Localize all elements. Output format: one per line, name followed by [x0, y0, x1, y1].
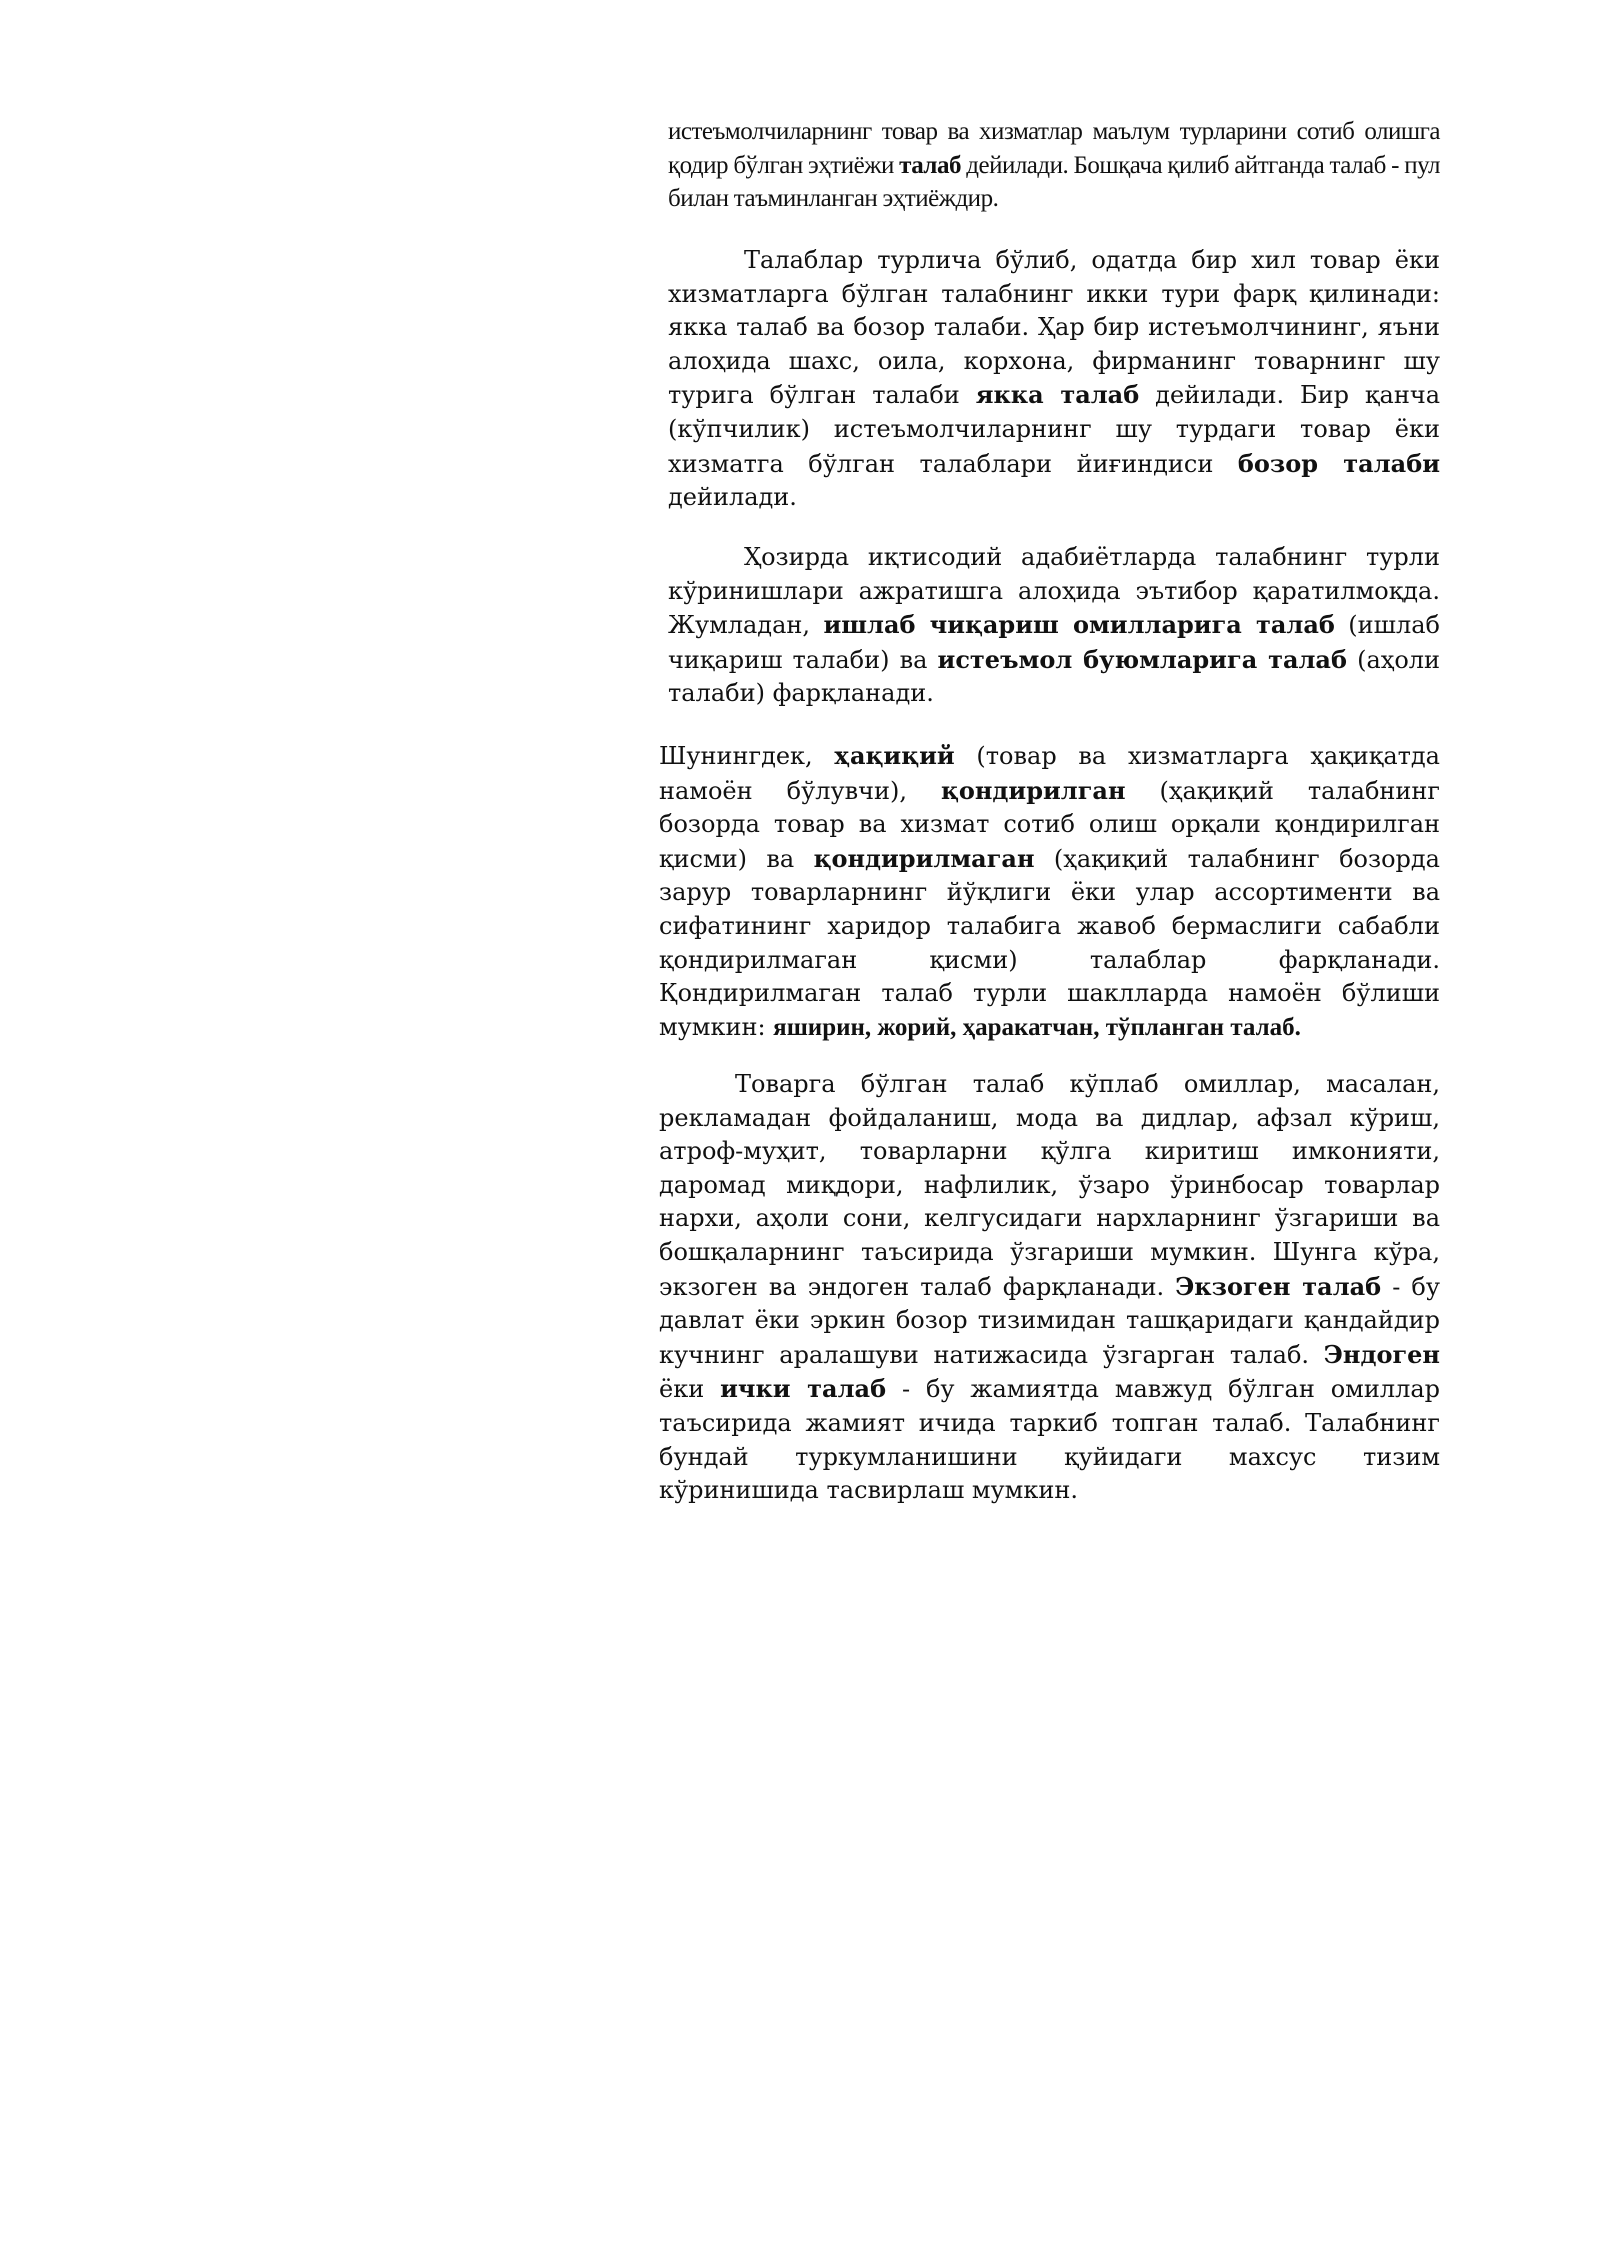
text-run: дейилади. Бир қанча (кўпчилик) истеъмолчиларнинг шу турдаги товар ёки хизматга бўлган талаблари йиғиндиси: [668, 381, 1441, 478]
bold-term-consumer-goods-demand: истеъмол буюмларига талаб: [937, 644, 1347, 674]
text-run: - бу жамиятда мавжуд бўлган омиллар таъсирида жамият ичида таркиб топган талаб. Талабнинг бундай туркумланишини қуйидаги махсус тизим кўринишида тасвирлаш мумкин.: [659, 1375, 1441, 1505]
text-run: (ҳақиқий талабнинг бозорда зарур товарларнинг йўқлиги ёки улар ассортименти ва сифатининг харидор талабига жавоб бермаслиги сабабли қондирилмаган қисми) талаблар фарқланади. Қондирилмаган талаб турли шаклларда намоён бўлиши мумкин:: [659, 844, 1440, 1041]
text-run: дейилади.: [668, 483, 797, 512]
paragraph-satisfied-demand: [659, 739, 1440, 1044]
bold-term-factor-demand: ишлаб чиқариш омилларига талаб: [823, 610, 1335, 640]
text-run: - бу давлат ёки эркин бозор тизимидан ташқаридаги қандайдир кучнинг аралашуви натижасида ўзгарган талаб.: [659, 1272, 1440, 1369]
text-run: (ҳақиқий талабнинг бозорда товар ва хизмат сотиб олиш орқали қондирилган қисми) ва: [659, 776, 1440, 873]
text-run: дейилади. Бошқача қилиб айтганда талаб - пул билан таъминланган эҳтиёждир.: [668, 151, 1440, 213]
bold-term-market-demand: бозор талаби: [1237, 448, 1441, 478]
text-run: Талаблар турлича бўлиб, одатда бир хил товар ёки хизматларга бўлган талабнинг икки тури фарқ қилинади: якка талаб ва бозор талаби. Ҳар бир истеъмолчининг, яъни алоҳида шахс, оила, корхона, фирманинг товарнинг шу турига бўлган талаби: [668, 246, 1440, 410]
bold-term-actual: ҳақиқий: [834, 741, 955, 770]
text-run: ёки: [659, 1375, 721, 1404]
text-run: Товарга бўлган талаб кўплаб омиллар, масалан, рекламадан фойдаланиш, мода ва дидлар, афзал кўриш, атроф-муҳит, товарларни қўлга киритиш имконияти, даромад миқдори, нафлилик, ўзаро ўринбосар товарлар нархи, аҳоли сони, келгусидаги нархларнинг ўзгариши ва бошқаларнинг таъсирида ўзгариши мумкин. Шунга кўра, экзоген ва эндоген талаб фарқланади.: [659, 1070, 1440, 1301]
paragraph-individual-market-demand: [668, 244, 1440, 515]
bold-term-endogenous: Эндоген: [1323, 1339, 1440, 1369]
bold-term-satisfied: қондирилган: [940, 775, 1126, 805]
paragraph-demand-kinds: [668, 541, 1440, 711]
text-run: истеъмолчиларнинг товар ва хизматлар маълум турларини сотиб олишга қодир бўлган эҳтиёжи: [668, 118, 1440, 179]
bold-term-individual-demand: якка талаб: [975, 380, 1140, 410]
text-run: (товар ва хизматларга ҳақиқатда намоён бўлувчи),: [659, 742, 1440, 805]
paragraph-demand-definition: [668, 115, 1440, 216]
text-run: (аҳоли талаби) фарқланади.: [668, 645, 1441, 708]
text-run: Ҳозирда иқтисодий адабиётларда талабнинг турли кўринишлари ажратишга алоҳида эътибор қаратилмоқда. Жумладан,: [668, 543, 1440, 640]
bold-term-internal-demand: ички талаб: [720, 1374, 887, 1404]
bold-term-talab: талаб: [899, 151, 961, 179]
text-run: (ишлаб чиқариш талаби) ва: [668, 611, 1440, 674]
text-run: Шунингдек,: [659, 742, 835, 770]
bold-term-exogenous: Экзоген талаб: [1175, 1271, 1382, 1301]
bold-term-unsatisfied-forms: яширин, жорий, ҳаракатчан, тўпланган талаб.: [773, 1013, 1301, 1041]
paragraph-exogenous-endogenous: [659, 1068, 1440, 1508]
bold-term-unsatisfied: қондирилмаган: [813, 843, 1035, 873]
